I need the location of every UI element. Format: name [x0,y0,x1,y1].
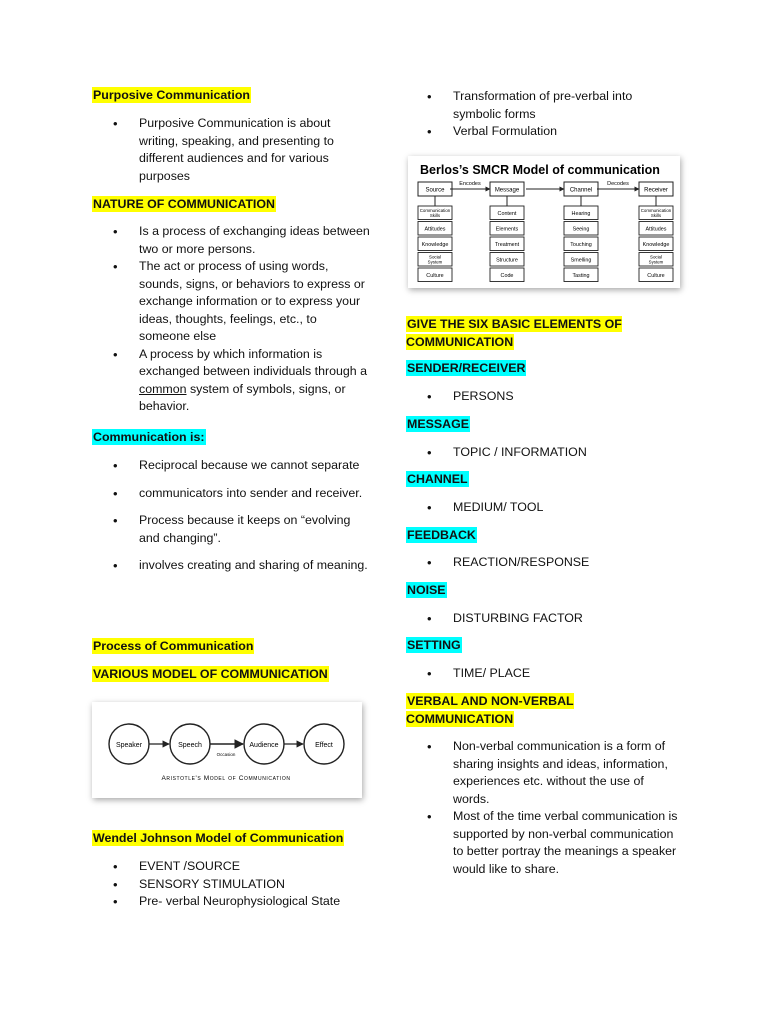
list-item: • TIME/ PLACE [406,665,682,683]
underlined-word: common [139,381,187,396]
element-label [406,471,469,489]
smcr-columns [418,182,673,282]
smcr-item-label: Structure [496,257,518,264]
heading-verbal-text: VERBAL AND NON-VERBAL COMMUNICATION [406,694,574,726]
decodes-label: Decodes [607,181,629,187]
element-list [406,554,682,572]
heading-six-elements [406,316,646,351]
node-label: Speaker [115,742,143,749]
smcr-item-label: Knowledge [421,241,449,248]
smcr-item-label: Elements [495,226,519,233]
heading-models [92,666,329,684]
smcr-item-label: Smelling [570,257,592,264]
text-run: A process by which information is exchanged between individuals through a [139,346,368,378]
heading-nature [92,196,276,214]
element-label-text: NOISE [407,583,446,597]
element-list [406,610,682,628]
nature-list [92,223,370,416]
smcr-item-label: Attitudes [424,226,446,233]
smcr-item-label: Code [500,272,514,279]
heading-six-elements-text: GIVE THE SIX BASIC ELEMENTS OF COMMUNICATION [406,317,622,349]
element-label [406,527,477,545]
aristotle-diagram [92,702,362,798]
list-item: • Verbal Formulation [406,123,682,141]
element-label [406,416,470,434]
smcr-item-label: Attitudes [645,226,667,233]
encodes-label: Encodes [459,181,481,187]
heading-comm-is-text: Communication is: [93,430,205,444]
element-list [406,388,682,406]
list-item: • Process because it keeps on “evolving and changing”. [92,512,370,547]
occasion-label: Occasion [216,752,236,757]
list-item: • Non-verbal communication is a form of sharing insights and ideas, information, experiences etc. without the use of words. [406,738,682,808]
list-item: • Is a process of exchanging ideas between two or more persons. [92,223,370,258]
verbal-list [406,738,682,878]
wendel-list [92,858,370,911]
list-item: • TOPIC / INFORMATION [406,444,682,462]
list-item: • PERSONS [406,388,682,406]
smcr-head-label: Message [494,187,520,194]
smcr-model-figure [408,156,680,288]
smcr-head-label: Source [425,187,445,194]
smcr-item-label: Tasting [572,272,590,279]
element-label-text: FEEDBACK [407,528,476,542]
list-item: • DISTURBING FACTOR [406,610,682,628]
smcr-item-label: Knowledge [642,241,670,248]
list-item: • Reciprocal because we cannot separate [92,457,370,475]
element-label-text: CHANNEL [407,472,468,486]
smcr-diagram [408,156,680,288]
node-label: Audience [249,742,279,749]
list-item: • EVENT /SOURCE [92,858,370,876]
comm-is-list [92,457,370,575]
heading-process [92,638,254,656]
list-item: • involves creating and sharing of meaning. [92,557,370,575]
element-label [406,637,462,655]
list-item: • Pre- verbal Neurophysiological State [92,893,370,911]
aristotle-caption: Aristotle's Model of Communication [161,775,291,782]
smcr-item-label: Touching [570,241,592,248]
element-label [406,360,526,378]
smcr-head-label: Receiver [644,187,668,194]
heading-purposive-text: Purposive Communication [93,88,250,102]
heading-verbal [406,693,606,728]
element-label-text: MESSAGE [407,417,469,431]
wendel-continued-list [406,88,682,141]
list-item: • SENSORY STIMULATION [92,876,370,894]
smcr-item-label: Treatment [494,241,520,248]
heading-process-text: Process of Communication [93,639,254,653]
element-list [406,499,682,517]
element-list [406,665,682,683]
list-item: • The act or process of using words, sounds, signs, or behaviors to express or exchange information or to express your ideas, thoughts, feelings, etc., to someone else [92,258,370,346]
smcr-item-label: Culture [647,272,665,279]
list-item: • Purposive Communication is about writing, speaking, and presenting to different audiences and for various purposes [92,115,370,185]
heading-comm-is [92,429,206,447]
aristotle-model-figure [92,702,362,798]
smcr-item-label: Culture [426,272,444,279]
element-list [406,444,682,462]
element-label-text: SETTING [407,638,461,652]
smcr-item-label: Social System [427,254,443,265]
smcr-item-label: Communication Skills [419,207,451,218]
node-label: Speech [178,742,202,749]
smcr-item-label: Content [497,210,517,217]
smcr-item-label: Social System [648,254,664,265]
node-label: Effect [315,742,333,749]
purposive-list [92,115,370,185]
smcr-title: Berlos’s SMCR Model of communication [420,163,660,177]
smcr-item-label: Communication Skills [640,207,672,218]
list-item: • REACTION/RESPONSE [406,554,682,572]
list-item [92,346,370,416]
element-label-text: SENDER/RECEIVER [407,361,526,375]
smcr-item-label: Hearing [571,210,591,217]
text-run: system of symbols, signs, or behavior. [139,381,346,413]
element-label [406,582,447,600]
heading-nature-text: NATURE OF COMMUNICATION [93,197,275,211]
heading-wendel-text: Wendel Johnson Model of Communication [93,831,344,845]
heading-wendel [92,830,344,848]
heading-models-text: VARIOUS MODEL OF COMMUNICATION [93,667,328,681]
list-item: • Most of the time verbal communication is supported by non-verbal communication to better portray the meanings a speaker would like to share. [406,808,682,878]
smcr-head-label: Channel [569,187,593,194]
list-item: • communicators into sender and receiver. [92,485,370,503]
list-item: • MEDIUM/ TOOL [406,499,682,517]
list-item: • Transformation of pre-verbal into symbolic forms [406,88,682,123]
smcr-item-label: Seeing [572,226,590,233]
heading-purposive [92,87,251,105]
